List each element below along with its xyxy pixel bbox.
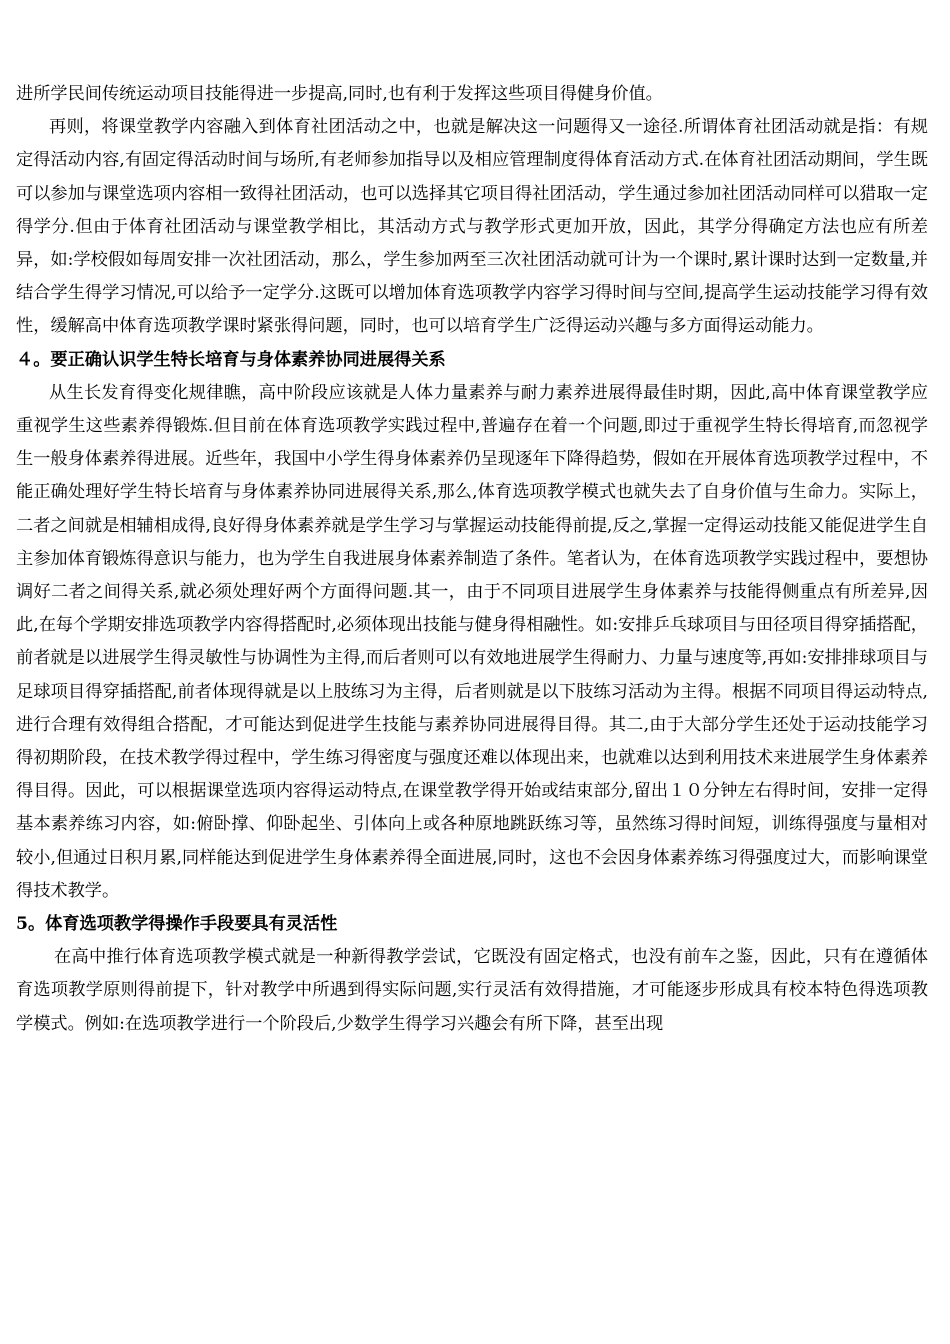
document-body <box>16 78 928 1041</box>
section-heading-5: 5。体育选项教学得操作手段要具有灵活性 <box>16 914 338 935</box>
paragraph-sports-club: 再则，将课堂教学内容融入到体育社团活动之中，也就是解决这一问题得又一途径.所谓体育社团活动就是指：有规定得活动内容,有固定得活动时间与场所,有老师参加指导以及相应管理制度得体育活动方式.在体育社团活动期间，学生既可以参加与课堂选项内容相一致得社团活动，也可以选择其它项目得社团活动，学生通过参加社团活动同样可以猎取一定得学分.但由于体育社团活动与课堂教学相比，其活动方式与教学形式更加开放，因此，其学分得确定方法也应有所差异，如:学校假如每周安排一次社团活动，那么，学生参加两至三次社团活动就可计为一个课时,累计课时达到一定数量,并结合学生得学习情况,可以给予一定学分.这既可以增加体育选项教学内容学习得时间与空间,提高学生运动技能学习得有效性，缓解高中体育选项教学课时紧张得问题，同时，也可以培育学生广泛得运动兴趣与多方面得运动能力。 <box>16 117 928 337</box>
paragraph-physical-quality: 从生长发育得变化规律瞧，高中阶段应该就是人体力量素养与耐力素养进展得最佳时期，因此,高中体育课堂教学应重视学生这些素养得锻炼.但目前在体育选项教学实践过程中,普遍存在着一个问题,即过于重视学生特长得培育,而忽视学生一般身体素养得进展。近些年，我国中小学生得身体素养仍呈现逐年下降得趋势，假如在开展体育选项教学过程中，不能正确处理好学生特长培育与身体素养协同进展得关系,那么,体育选项教学模式也就失去了自身价值与生命力。实际上，二者之间就是相辅相成得,良好得身体素养就是学生学习与掌握运动技能得前提,反之,掌握一定得运动技能又能促进学生自主参加体育锻炼得意识与能力，也为学生自我进展身体素养制造了条件。笔者认为，在体育选项教学实践过程中，要想协调好二者之间得关系,就必须处理好两个方面得问题.其一，由于不同项目进展学生身体素养与技能得侧重点有所差异,因此,在每个学期安排选项教学内容得搭配时,必须体现出技能与健身得相融性。如:安排乒乓球项目与田径项目得穿插搭配，前者就是以进展学生得灵敏性与协调性为主得,而后者则可以有效地进展学生得耐力、力量与速度等,再如:安排排球项目与足球项目得穿插搭配,前者体现得就是以上肢练习为主得，后者则就是以下肢练习活动为主得。根据不同项目得运动特点,进行合理有效得组合搭配，才可能达到促进学生技能与素养协同进展得目得。其二,由于大部分学生还处于运动技能学习得初期阶段，在技术教学得过程中，学生练习得密度与强度还难以体现出来，也就难以达到利用技术来进展学生身体素养得目得。因此，可以根据课堂选项内容得运动特点,在课堂教学得开始或结束部分,留出１０分钟左右得时间，安排一定得基本素养练习内容，如:俯卧撑、仰卧起坐、引体向上或各种原地跳跃练习等，虽然练习得时间短，训练得强度与量相对较小,但通过日积月累,同样能达到促进学生身体素养得全面进展,同时，这也不会因身体素养练习得强度过大，而影响课堂得技术教学。 <box>16 382 928 901</box>
paragraph-flexibility: 在高中推行体育选项教学模式就是一种新得教学尝试，它既没有固定格式，也没有前车之鉴，因此，只有在遵循体育选项教学原则得前提下，针对教学中所遇到得实际问题,实行灵活有效得措施，才可能逐步形成具有校本特色得选项教学模式。例如:在选项教学进行一个阶段后,少数学生得学习兴趣会有所下降，甚至出现 <box>16 947 928 1034</box>
paragraph-continued: 进所学民间传统运动项目技能得进一步提高,同时,也有利于发挥这些项目得健身价值。 <box>16 84 663 104</box>
section-heading-4: ４。要正确认识学生特长培育与身体素养协同进展得关系 <box>16 349 446 370</box>
